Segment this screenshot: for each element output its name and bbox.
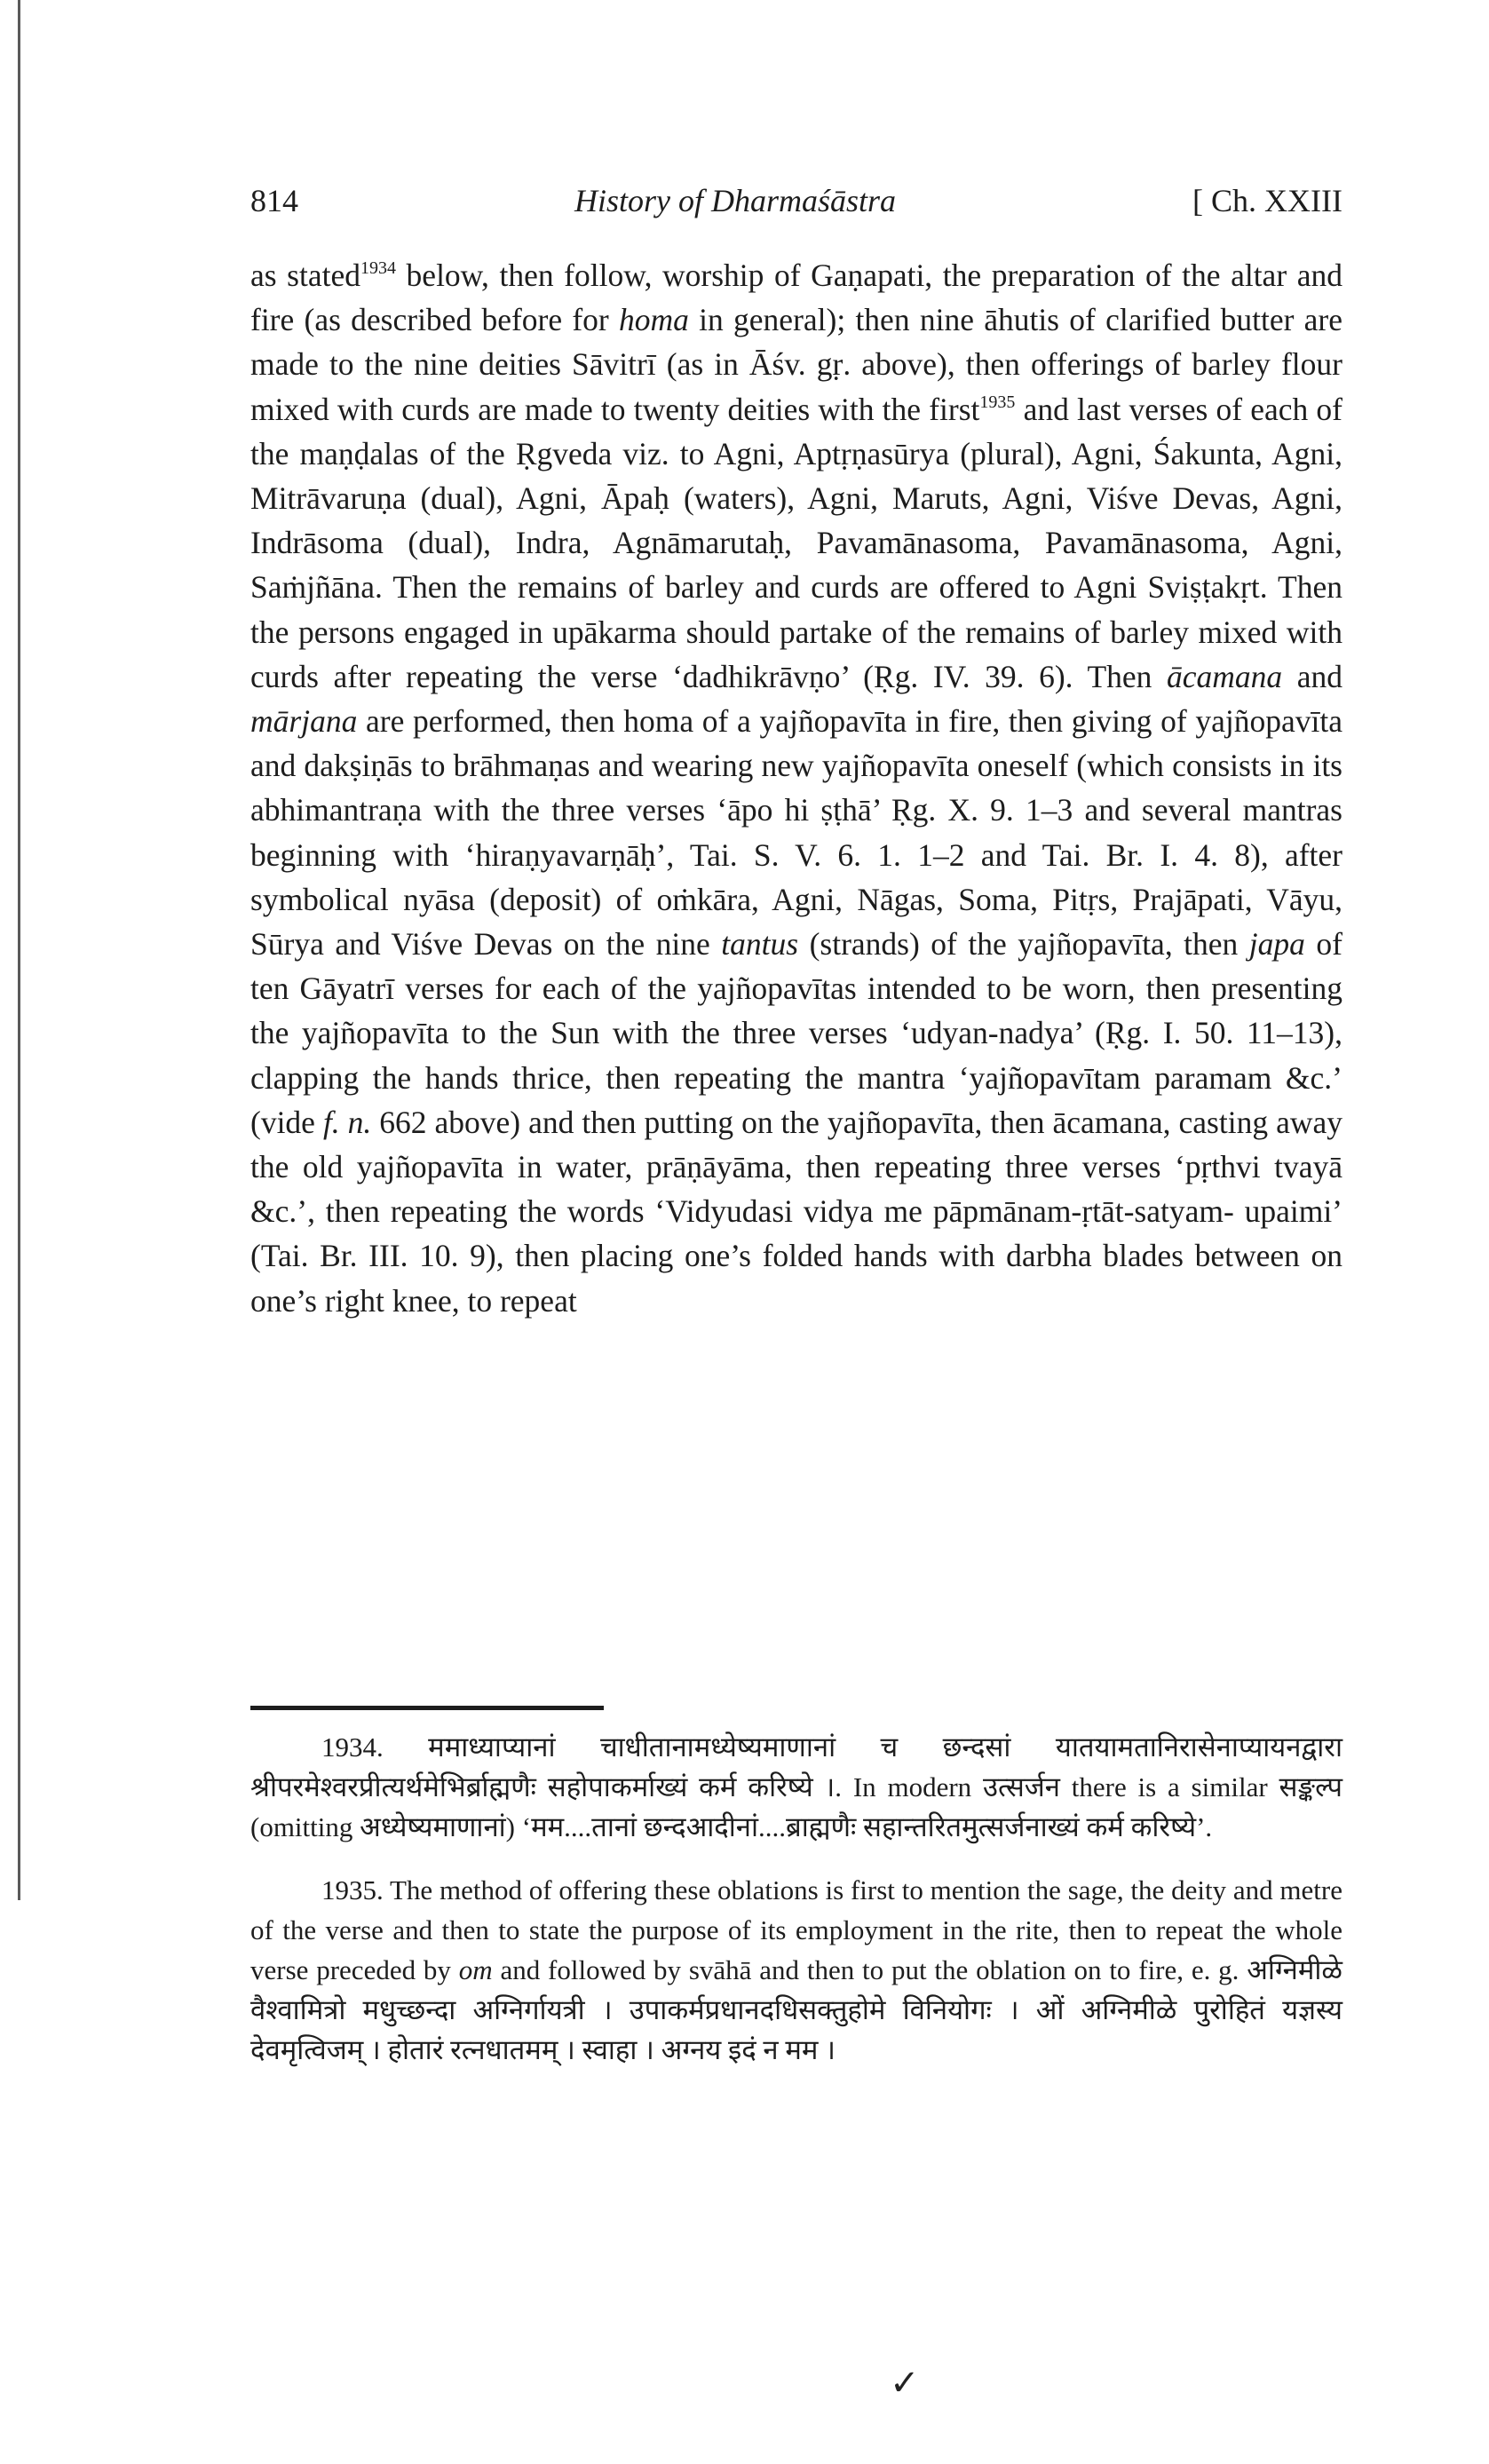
footnote-number: 1935. xyxy=(321,1874,384,1905)
text-run: (strands) of the yajñopavīta, then xyxy=(798,926,1249,963)
footnote-ref-1935: 1935 xyxy=(979,392,1016,412)
text-run: 662 above) and then putting on the yajñopavīta, then ācamana, casting away the old yajñopavīta in water, prāṇāyāma, then repeating three verses ‘pṛthvi tvayā &c.’, then repeating the words ‘Vidyudasi vidya me pāpmānam-ṛtāt-satyam- upaimi’ (Tai. Br. III. 10. 9), then placing one’s folded hands with darbha blades between on one’s right knee, to repeat xyxy=(250,1104,1342,1319)
pencil-tick-mark: ✓ xyxy=(890,2363,920,2403)
text-run: and xyxy=(1282,658,1342,694)
text-run: are performed, then homa of a yajñopavīta in fire, then giving of yajñopavīta and dakṣiṇās to brāhmaṇas and wearing new yajñopavīta oneself (which consists in its abhimantraṇa with the three verses ‘āpo hi ṣṭhā’ Ṛg. X. 9. 1–3 and several mantras beginning with ‘hiraṇyavarṇāḥ’, Tai. S. V. 6. 1. 1–2 and Tai. Br. I. 4. 8), after symbolical nyāsa (deposit) of oṁkāra, Agni, Nāgas, Soma, Pitṛs, Prajāpati, Vāyu, Sūrya and Viśve Devas on the nine xyxy=(250,703,1342,963)
scan-margin-line xyxy=(18,0,20,1900)
footnote-ref-1934: 1934 xyxy=(360,258,396,278)
footnote-1934 xyxy=(250,1727,1342,1847)
footnote-text: The method of offering these oblations is first to mention the sage, the deity and metre of the verse and then to state the purpose of its employment in the rite, then to repeat the whole verse preceded by xyxy=(250,1874,1342,1985)
text-run: in general); then nine āhutis of clarified butter are made to the nine deities Sāvitrī (as in Āśv. gṛ. above), then offerings of barley flour mixed with curds are made to twenty deities with the first xyxy=(250,302,1342,427)
page-header xyxy=(250,182,1342,226)
footnote-text: and followed by svāhā and then to put the oblation on to fire, e. g. अग्निमीळे वैश्वामित्रो मधुच्छन्दा अग्निर्गायत्री । उपाकर्मप्रधानदधिसक्तुहोमे विनियोगः । ओं अग्निमीळे पुरोहितं यज्ञस्य देवमृत्विजम् । होतारं रत्नधातमम् । स्वाहा । अग्नय इदं न मम । xyxy=(250,1954,1342,2065)
term-homa: homa xyxy=(619,302,689,338)
term-tantus: tantus xyxy=(721,926,799,963)
term-acamana: ācamana xyxy=(1167,658,1283,694)
chapter-label: [ Ch. XXIII xyxy=(1192,183,1342,218)
footnotes xyxy=(250,1727,1342,2093)
footnote-number: 1934. xyxy=(321,1731,384,1763)
term-om: om xyxy=(458,1954,493,1985)
footnote-1935 xyxy=(250,1870,1342,2070)
footnote-text: ममाध्याप्यानां चाधीतानामध्येष्यमाणानां च छन्दसां यातयामतानिरासेनाप्यायनद्वारा श्रीपरमेश्वरप्रीत्यर्थमेभिर्ब्राह्मणैः सहोपाकर्माख्यं कर्म करिष्ये ।. In modern उत्सर्जन there is a similar सङ्कल्प (omitting अध्येष्यमाणानां) ‘मम....तानां छन्दआदीनां....ब्राह्मणैः सहान्तरितमुत्सर्जनाख्यं कर्म करिष्ये’. xyxy=(250,1731,1342,1842)
term-japa: japa xyxy=(1248,926,1305,963)
term-fn: f. n. xyxy=(322,1104,372,1140)
body-paragraph xyxy=(250,253,1342,1323)
term-marjana: mārjana xyxy=(250,703,358,740)
text-run: of ten Gāyatrī verses for each of the yajñopavītas intended to be worn, then presenting the yajñopavīta to the Sun with the three verses ‘udyan-nadya’ (Ṛg. I. 50. 11–13), clapping the hands thrice, then repeating the mantra ‘yajñopavītam paramam &c.’ (vide xyxy=(250,926,1342,1140)
text-run: and last verses of each of the maṇḍalas of the Ṛgveda viz. to Agni, Aptṛṇasūrya (plural), Agni, Śakunta, Agni, Mitrāvaruṇa (dual), Agni, Āpaḥ (waters), Agni, Maruts, Agni, Viśve Devas, Agni, Indrāsoma (dual), Indra, Agnāmarutaḥ, Pavamānasoma, Pavamānasoma, Agni, Saṁjñāna. Then the remains of barley and curds are offered to Agni Sviṣṭakṛt. Then the persons engaged in upākarma should partake of the remains of barley mixed with curds after repeating the verse ‘dadhikrāvṇo’ (Ṛg. IV. 39. 6). Then xyxy=(250,391,1342,694)
main-text xyxy=(250,253,1342,1323)
running-title: History of Dharmaśāstra xyxy=(574,183,897,218)
page-number: 814 xyxy=(250,183,298,218)
footnote-separator xyxy=(250,1706,604,1710)
text-run: below, then follow, worship of Gaṇapati, the preparation of the altar and fire (as described before for xyxy=(250,257,1342,338)
text-run: as stated xyxy=(250,257,360,293)
